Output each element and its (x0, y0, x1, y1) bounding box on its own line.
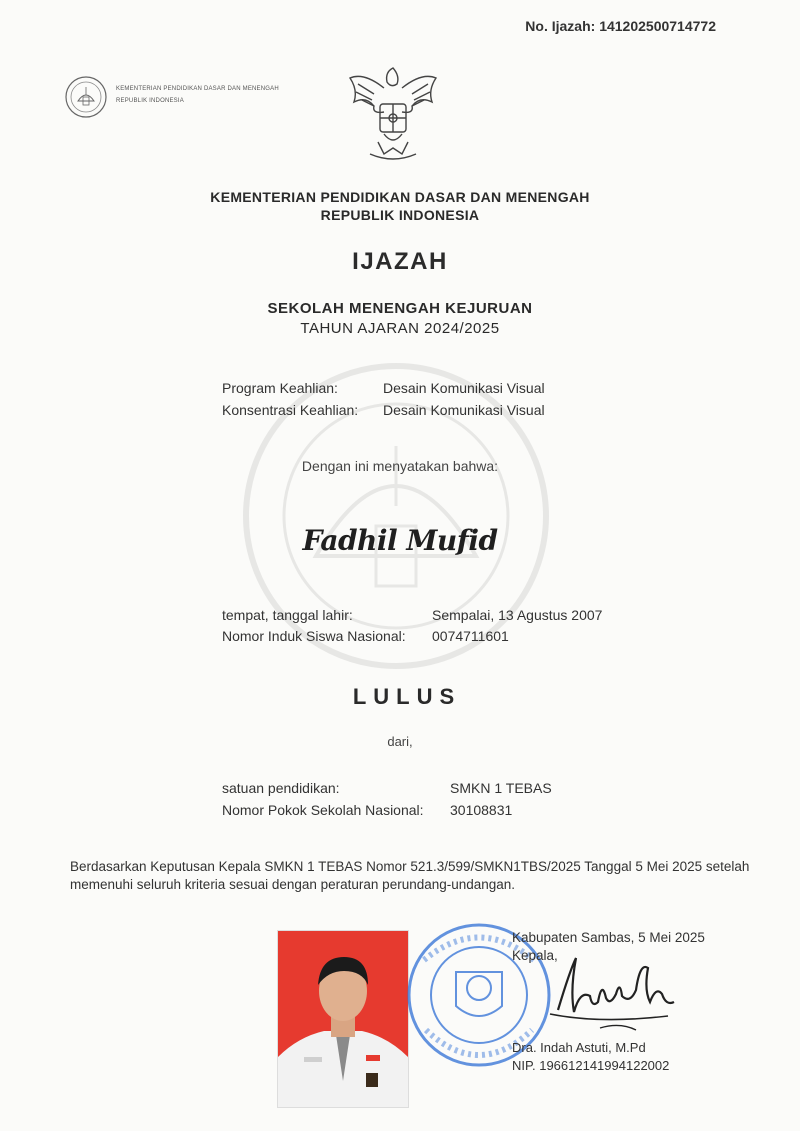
program-label: Program Keahlian: (222, 380, 338, 396)
ministry-heading-line1: KEMENTERIAN PENDIDIKAN DASAR DAN MENENGAH (210, 189, 590, 205)
statement-text: Dengan ini menyatakan bahwa: (301, 458, 499, 474)
concentration-value: Desain Komunikasi Visual (383, 402, 545, 418)
student-portrait-icon (278, 931, 408, 1107)
ijazah-number: No. Ijazah: 141202500714772 (525, 18, 716, 34)
tut-wuri-handayani-logo-icon (64, 75, 108, 119)
concentration-label: Konsentrasi Keahlian: (222, 402, 359, 418)
ministry-heading-line2: REPUBLIK INDONESIA (320, 207, 480, 223)
signature-role: Kepala, (512, 948, 558, 963)
npsn-value: 30108831 (450, 802, 513, 818)
program-value: Desain Komunikasi Visual (383, 380, 545, 396)
ministry-small-line2: REPUBLIK INDONESIA (116, 98, 184, 104)
signature-place-date: Kabupaten Sambas, 5 Mei 2025 (512, 930, 705, 945)
signatory-name: Dra. Indah Astuti, M.Pd (512, 1040, 646, 1055)
signatory-nip: NIP. 196612141994122002 (512, 1058, 670, 1073)
school-unit-value: SMKN 1 TEBAS (450, 780, 552, 796)
garuda-emblem-icon (344, 62, 442, 166)
birth-value: Sempalai, 13 Agustus 2007 (432, 607, 603, 623)
certificate-title: IJAZAH (352, 248, 448, 275)
graduation-result: LULUS (352, 684, 462, 709)
ministry-small-text (116, 83, 279, 107)
decree-basis-text: Berdasarkan Keputusan Kepala SMKN 1 TEBAS Nomor 521.3/599/SMKN1TBS/2025 Tanggal 5 Mei 2025 setelah memenuhi seluruh kriteria sesuai dengan peraturan perundang-undangan. (70, 859, 750, 892)
ministry-heading (0, 188, 800, 224)
birth-label: tempat, tanggal lahir: (222, 607, 353, 623)
school-type: SEKOLAH MENENGAH KEJURUAN (267, 300, 533, 317)
ministry-small-line1: KEMENTERIAN PENDIDIKAN DASAR DAN MENENGAH (116, 86, 279, 92)
nisn-value: 0074711601 (432, 628, 509, 644)
student-name: Fadhil Mufid (302, 524, 498, 557)
npsn-label: Nomor Pokok Sekolah Nasional: (222, 802, 424, 818)
from-text: dari, (387, 734, 413, 749)
school-year: TAHUN AJARAN 2024/2025 (300, 320, 500, 337)
student-photo (277, 930, 409, 1108)
handwritten-signature-icon (540, 950, 680, 1040)
nisn-label: Nomor Induk Siswa Nasional: (222, 628, 406, 644)
school-unit-label: satuan pendidikan: (222, 780, 340, 796)
